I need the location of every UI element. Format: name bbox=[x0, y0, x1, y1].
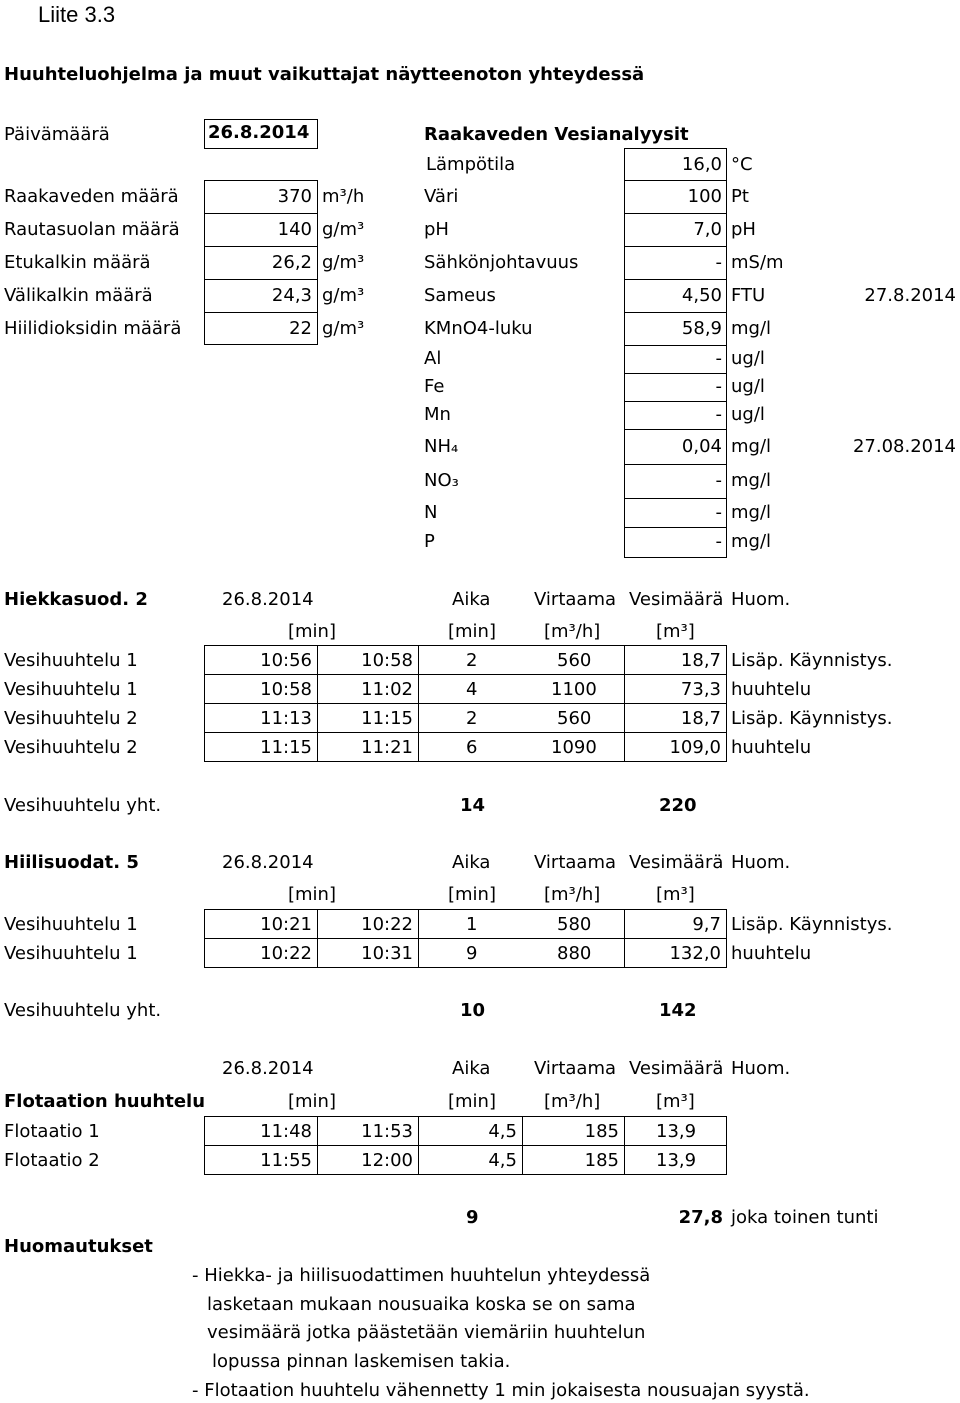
analysis-label: N bbox=[424, 502, 438, 523]
analysis-label: Lämpötila bbox=[426, 154, 516, 175]
col-vesimaara: Vesimäärä bbox=[629, 1058, 724, 1079]
carbon-row-end: 10:22 bbox=[361, 914, 413, 935]
col-virtaama: Virtaama bbox=[534, 1058, 617, 1079]
analysis-label: P bbox=[424, 531, 435, 552]
sand-row-start: 11:15 bbox=[260, 737, 312, 758]
note-line: - Flotaation huuhtelu vähennetty 1 min jokaisesta nousuajan syystä. bbox=[192, 1380, 810, 1401]
sand-row-min: 2 bbox=[466, 650, 478, 671]
dosing-label: Hiilidioksidin määrä bbox=[4, 318, 182, 339]
col-huom: Huom. bbox=[731, 1058, 791, 1079]
unit-min: [min] bbox=[448, 621, 496, 642]
note-line: lasketaan mukaan nousuaika koska se on sama bbox=[207, 1294, 636, 1315]
analysis-label: Sähkönjohtavuus bbox=[424, 252, 579, 273]
sand-row-label: Vesihuuhtelu 2 bbox=[4, 708, 138, 729]
carbon-row-note: Lisäp. Käynnistys. bbox=[731, 914, 893, 935]
carbon-title: Hiilisuodat. 5 bbox=[4, 852, 139, 873]
dosing-label: Rautasuolan määrä bbox=[4, 219, 180, 240]
flotation-row-end: 12:00 bbox=[361, 1150, 413, 1171]
flotation-row-end: 11:53 bbox=[361, 1121, 413, 1142]
carbon-row-start: 10:21 bbox=[260, 914, 312, 935]
analysis-label: Fe bbox=[424, 376, 445, 397]
dosing-unit: g/m³ bbox=[322, 318, 365, 339]
sand-row-note: Lisäp. Käynnistys. bbox=[731, 650, 893, 671]
carbon-total-vol: 142 bbox=[659, 1000, 697, 1021]
carbon-row-label: Vesihuuhtelu 1 bbox=[4, 943, 138, 964]
sand-row-note: Lisäp. Käynnistys. bbox=[731, 708, 893, 729]
carbon-total-min: 10 bbox=[460, 1000, 486, 1021]
analysis-value: 16,0 bbox=[681, 154, 722, 175]
sand-row-vol: 73,3 bbox=[680, 679, 721, 700]
analysis-value: - bbox=[715, 404, 722, 425]
page-title: Huuhteluohjelma ja muut vaikuttajat näytteenoton yhteydessä bbox=[4, 64, 645, 85]
analysis-label: Sameus bbox=[424, 285, 496, 306]
sand-title: Hiekkasuod. 2 bbox=[4, 589, 148, 610]
analysis-unit: ug/l bbox=[731, 376, 765, 397]
analysis-label: NH₄ bbox=[424, 436, 459, 457]
sand-row-end: 11:21 bbox=[361, 737, 413, 758]
flotation-date: 26.8.2014 bbox=[222, 1058, 314, 1079]
note-line: lopussa pinnan laskemisen takia. bbox=[212, 1351, 511, 1372]
analysis-value: 58,9 bbox=[681, 318, 722, 339]
unit-flow: [m³/h] bbox=[544, 621, 601, 642]
analysis-value: - bbox=[715, 252, 722, 273]
analysis-date: 27.08.2014 bbox=[852, 436, 956, 457]
flotation-row-label: Flotaatio 2 bbox=[4, 1150, 100, 1171]
sand-row-note: huuhtelu bbox=[731, 737, 812, 758]
sand-row-flow: 1090 bbox=[551, 737, 597, 758]
carbon-row-end: 10:31 bbox=[361, 943, 413, 964]
col-virtaama: Virtaama bbox=[534, 589, 617, 610]
sand-row-min: 6 bbox=[466, 737, 478, 758]
dosing-value: 22 bbox=[289, 318, 312, 339]
sand-row-end: 11:02 bbox=[361, 679, 413, 700]
carbon-date: 26.8.2014 bbox=[222, 852, 314, 873]
analysis-value: - bbox=[715, 470, 722, 491]
sand-total-vol: 220 bbox=[659, 795, 697, 816]
analysis-value: 0,04 bbox=[681, 436, 722, 457]
carbon-row-note: huuhtelu bbox=[731, 943, 812, 964]
date-label: Päivämäärä bbox=[4, 124, 110, 145]
carbon-row-flow: 580 bbox=[557, 914, 592, 935]
dosing-value: 370 bbox=[277, 186, 312, 207]
unit-vol: [m³] bbox=[656, 884, 695, 905]
sand-row-start: 10:56 bbox=[260, 650, 312, 671]
notes-title: Huomautukset bbox=[4, 1236, 153, 1257]
analysis-unit: ug/l bbox=[731, 404, 765, 425]
col-vesimaara: Vesimäärä bbox=[629, 589, 724, 610]
flotation-row-flow: 185 bbox=[584, 1121, 619, 1142]
analysis-unit: mg/l bbox=[731, 531, 772, 552]
col-virtaama: Virtaama bbox=[534, 852, 617, 873]
flotation-title: Flotaation huuhtelu bbox=[4, 1091, 206, 1112]
sand-row-flow: 560 bbox=[557, 708, 592, 729]
carbon-row-min: 9 bbox=[466, 943, 478, 964]
sand-row-min: 4 bbox=[466, 679, 478, 700]
unit-flow: [m³/h] bbox=[544, 884, 601, 905]
note-line: vesimäärä jotka päästetään viemäriin huuhtelun bbox=[207, 1322, 646, 1343]
sand-row-start: 11:13 bbox=[260, 708, 312, 729]
sand-row-end: 11:15 bbox=[361, 708, 413, 729]
carbon-row-start: 10:22 bbox=[260, 943, 312, 964]
analysis-unit: FTU bbox=[731, 285, 766, 306]
flotation-total-min: 9 bbox=[466, 1207, 479, 1228]
analysis-value: 4,50 bbox=[681, 285, 722, 306]
analysis-unit: mg/l bbox=[731, 436, 772, 457]
col-aika: Aika bbox=[452, 1058, 491, 1079]
analysis-label: KMnO4-luku bbox=[424, 318, 533, 339]
dosing-value: 24,3 bbox=[271, 285, 312, 306]
flotation-row-vol: 13,9 bbox=[656, 1121, 697, 1142]
unit-flow: [m³/h] bbox=[544, 1091, 601, 1112]
sand-row-vol: 109,0 bbox=[669, 737, 721, 758]
col-aika: Aika bbox=[452, 589, 491, 610]
flotation-total-vol: 27,8 bbox=[678, 1207, 723, 1228]
dosing-value: 26,2 bbox=[271, 252, 312, 273]
analysis-value: 100 bbox=[687, 186, 722, 207]
col-huom: Huom. bbox=[731, 589, 791, 610]
sand-row-flow: 560 bbox=[557, 650, 592, 671]
unit-vol: [m³] bbox=[656, 1091, 695, 1112]
sand-row-min: 2 bbox=[466, 708, 478, 729]
appendix-label: Liite 3.3 bbox=[38, 2, 116, 27]
unit-vol: [m³] bbox=[656, 621, 695, 642]
flotation-row-label: Flotaatio 1 bbox=[4, 1121, 100, 1142]
carbon-row-vol: 132,0 bbox=[669, 943, 721, 964]
flotation-total-note: joka toinen tunti bbox=[731, 1207, 879, 1228]
carbon-row-flow: 880 bbox=[557, 943, 592, 964]
flotation-row-vol: 13,9 bbox=[656, 1150, 697, 1171]
carbon-total-label: Vesihuuhtelu yht. bbox=[4, 1000, 162, 1021]
analysis-label: Väri bbox=[424, 186, 459, 207]
analysis-value: - bbox=[715, 348, 722, 369]
analysis-value: - bbox=[715, 531, 722, 552]
analysis-date: 27.8.2014 bbox=[864, 285, 956, 306]
analysis-unit: mg/l bbox=[731, 502, 772, 523]
dosing-unit: m³/h bbox=[322, 186, 365, 207]
flotation-row-min: 4,5 bbox=[488, 1150, 517, 1171]
sand-date: 26.8.2014 bbox=[222, 589, 314, 610]
unit-min: [min] bbox=[448, 884, 496, 905]
unit-min: [min] bbox=[288, 884, 336, 905]
dosing-unit: g/m³ bbox=[322, 219, 365, 240]
unit-min: [min] bbox=[448, 1091, 496, 1112]
dosing-label: Raakaveden määrä bbox=[4, 186, 179, 207]
dosing-value: 140 bbox=[277, 219, 312, 240]
sand-row-end: 10:58 bbox=[361, 650, 413, 671]
flotation-row-start: 11:48 bbox=[260, 1121, 312, 1142]
sand-row-label: Vesihuuhtelu 2 bbox=[4, 737, 138, 758]
dosing-unit: g/m³ bbox=[322, 252, 365, 273]
sand-row-start: 10:58 bbox=[260, 679, 312, 700]
unit-min: [min] bbox=[288, 621, 336, 642]
analysis-unit: pH bbox=[731, 219, 756, 240]
note-line: - Hiekka- ja hiilisuodattimen huuhtelun yhteydessä bbox=[192, 1265, 651, 1286]
sand-total-label: Vesihuuhtelu yht. bbox=[4, 795, 162, 816]
sand-row-vol: 18,7 bbox=[680, 708, 721, 729]
analysis-label: NO₃ bbox=[424, 470, 459, 491]
carbon-row-label: Vesihuuhtelu 1 bbox=[4, 914, 138, 935]
flotation-row-start: 11:55 bbox=[260, 1150, 312, 1171]
analysis-value: - bbox=[715, 376, 722, 397]
sand-row-label: Vesihuuhtelu 1 bbox=[4, 679, 138, 700]
analysis-label: pH bbox=[424, 219, 449, 240]
analysis-unit: mS/m bbox=[731, 252, 784, 273]
dosing-label: Välikalkin määrä bbox=[4, 285, 153, 306]
date-value: 26.8.2014 bbox=[204, 119, 318, 149]
sand-row-vol: 18,7 bbox=[680, 650, 721, 671]
analysis-unit: Pt bbox=[731, 186, 749, 207]
analysis-unit: mg/l bbox=[731, 318, 772, 339]
col-aika: Aika bbox=[452, 852, 491, 873]
dosing-label: Etukalkin määrä bbox=[4, 252, 151, 273]
analysis-value: - bbox=[715, 502, 722, 523]
analysis-label: Mn bbox=[424, 404, 451, 425]
analysis-unit: ug/l bbox=[731, 348, 765, 369]
col-huom: Huom. bbox=[731, 852, 791, 873]
carbon-row-vol: 9,7 bbox=[692, 914, 721, 935]
analysis-value: 7,0 bbox=[693, 219, 722, 240]
sand-row-note: huuhtelu bbox=[731, 679, 812, 700]
sand-total-min: 14 bbox=[460, 795, 486, 816]
analysis-unit: mg/l bbox=[731, 470, 772, 491]
analysis-title: Raakaveden Vesianalyysit bbox=[424, 124, 689, 145]
flotation-row-min: 4,5 bbox=[488, 1121, 517, 1142]
analysis-unit: °C bbox=[731, 154, 753, 175]
carbon-row-min: 1 bbox=[466, 914, 478, 935]
dosing-unit: g/m³ bbox=[322, 285, 365, 306]
sand-row-label: Vesihuuhtelu 1 bbox=[4, 650, 138, 671]
analysis-label: Al bbox=[424, 348, 442, 369]
unit-min: [min] bbox=[288, 1091, 336, 1112]
sand-row-flow: 1100 bbox=[551, 679, 597, 700]
col-vesimaara: Vesimäärä bbox=[629, 852, 724, 873]
flotation-row-flow: 185 bbox=[584, 1150, 619, 1171]
